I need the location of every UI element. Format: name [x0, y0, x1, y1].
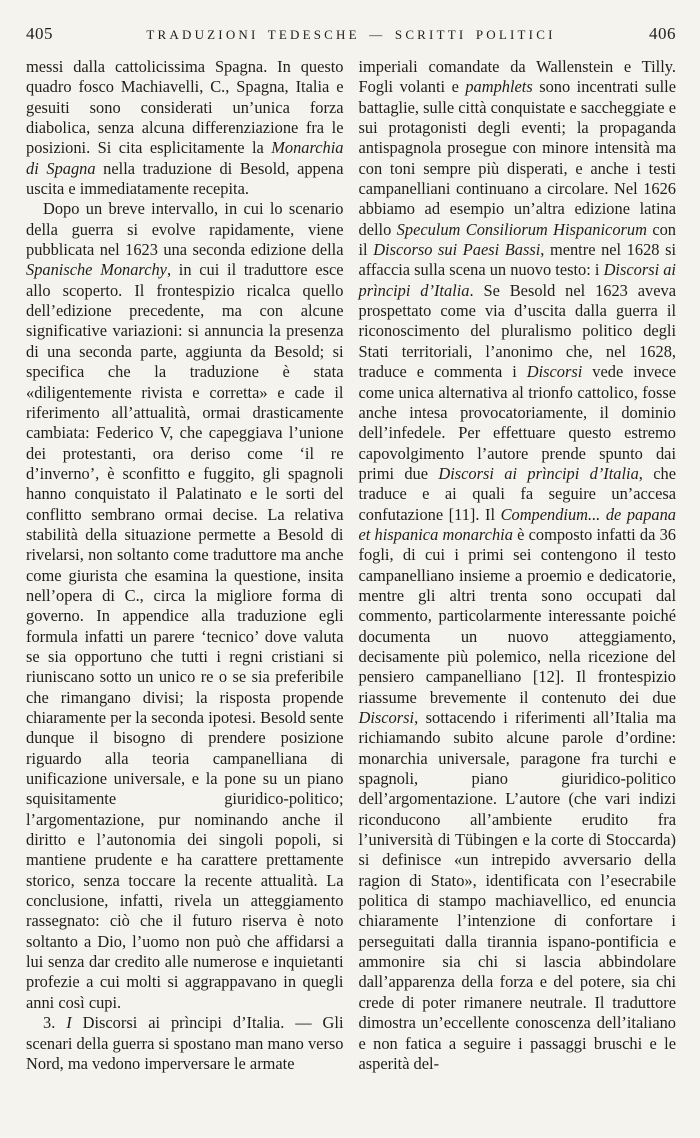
text-run: 3.: [43, 1013, 67, 1033]
text-run: Discorsi ai prìncipi d’Italia. — Gli scenari della guerra si spostano man mano verso Nord, ma vedono imperversare le armate: [26, 1013, 344, 1073]
text-run: sono incentrati sulle battaglie, sulle città conquistate e saccheggiate e sui protagonisti degli eventi; la propaganda antispagnola prosegue con minore intensità ma con toni sempre più disperati, e anche i testi campanelliani continuano a circolare. Nel 1626 abbiamo ad esempio un’altra edizione latina dello: [358, 77, 676, 239]
italic-text-run: Discorsi ai prìncipi d’Italia: [438, 463, 639, 483]
paragraph: [26, 57, 344, 199]
italic-text-run: Monarchia di Spagna: [26, 138, 344, 178]
text-run: con il: [358, 219, 676, 260]
page-number-right: 406: [649, 24, 676, 43]
paragraph: [26, 199, 344, 1013]
italic-text-run: pamphlets: [465, 77, 533, 97]
italic-text-run: Discorsi ai prìncipi d’Italia: [358, 260, 676, 300]
text-run: , in cui il traduttore esce allo scoperto. Il frontespizio ricalca quello dell’edizione precedente, ma con alcune significative variazioni: si annuncia la presenza di una seconda parte, aggiunta da Besold; si specifica che la traduzione è stata «diligentemente rivista e corretta» e cade il riferimento all’attualità, ormai drasticamente cambiata: Federico V, che capeggiava l’unione dei protestanti, ora deriso come ‘il re d’inverno’, è sconfitto e fuggito, gli spagnoli hanno conquistato il Palatinato e le sorti del conflitto sembrano ormai decise. La relativa stabilità della situazione permette a Besold di rivelarsi, non soltanto come traduttore ma anche come giurista che esamina la questione, insita nell’opera di C., circa la migliore forma di governo. In appendice alla traduzione egli formula infatti un parere ‘tecnico’ dove valuta se sia opportuno che tutti i regni cristiani si riuniscano sotto un unico re o se sia preferibile che rimangano divisi; la risposta propende chiaramente per la seconda ipotesi. Besold sente dunque il bisogno di prendere posizione riguardo alla teoria campanelliana di unificazione universale, e la pone su un piano squisitamente giuridico-politico; l’argomentazione, pur nominando anche il diritto e l’autonomia dei singoli popoli, si mantiene prudente e ha carattere prettamente storico, senza toccare la recente attualità. La conclusione, infatti, rivela un atteggiamento rassegnato: ciò che il futuro riserva è noto soltanto a Dio, l’uomo non può che affidarsi a lui senza dar credito alle numerose e inquietanti profezie a cui molti si aggrappavano in quegli anni così cupi.: [26, 260, 344, 1012]
italic-text-run: Discorsi: [526, 362, 583, 382]
text-run: , che traduce e ai quali fa seguire un’accesa confutazione [11]. Il: [358, 463, 676, 524]
italic-text-run: Spanische Monarchy: [26, 260, 167, 280]
italic-text-run: Compendium... de papana et hispanica monarchia: [358, 504, 677, 544]
page-number-left: 405: [26, 24, 53, 43]
text-run: messi dalla cattolicissima Spagna. In questo quadro fosco Machiavelli, C., Spagna, Italia e gesuiti sono considerati un’unica forza diabolica, senza alcuna differenziazione fra le posizioni. Si cita esplicitamente la: [26, 57, 344, 158]
italic-text-run: Speculum Consiliorum Hispanicorum: [396, 219, 647, 239]
text-run: è composto infatti da 36 fogli, di cui i primi sei contengono il testo campanelliano insieme a proemio e dedicatorie, mentre gli altri trenta sono occupati dal commento, particolarmente interessante poiché documenta un nuovo atteggiamento, decisamente più polemico, nella ricezione del pensiero campanelliano [12]. Il frontespizio riassume brevemente il contenuto dei due: [358, 524, 676, 707]
paragraph: [26, 1013, 344, 1074]
running-title: TRADUZIONI TEDESCHE — SCRITTI POLITICI: [146, 27, 556, 42]
right-column: [359, 57, 677, 1074]
text-run: imperiali comandate da Wallenstein e Tilly. Fogli volanti e: [358, 57, 676, 97]
text-run: . Se Besold nel 1623 aveva prospettato come via d’uscita dalla guerra il riconoscimento del pluralismo politico degli Stati territoriali, l’anonimo che, nel 1628, traduce e commenta i: [358, 280, 676, 382]
text-run: nella traduzione di Besold, appena uscita e immediatamente recepita.: [26, 158, 344, 199]
running-header: [26, 24, 676, 44]
text-columns: [26, 57, 676, 1074]
italic-text-run: I: [66, 1013, 72, 1033]
italic-text-run: Discorsi: [358, 708, 415, 727]
text-run: , sottacendo i riferimenti all’Italia ma richiamando subito alcune parole d’ordine: monarchia universale, paragone fra turchi e spagnoli, piano giuridico-politico dell’argomentazione. L’autore (che vari indizi riconducono all’ambiente erudito fra l’università di Tübingen e la corte di Stoccarda) si definisce «un intrepido avversario della ragion di Stato», identificata con l’esecrabile politica di stampo machiavellico, ed enuncia chiaramente l’intenzione di confortare i perseguitati dalla tirannia ispano-pontificia e ammonire sia chi si lascia abbindolare dall’apparenza della forza e del potere, sia chi crede di poter rimanere neutrale. Il traduttore dimostra un’eccellente conoscenza dell’italiano e non fatica a seguire i passaggi bruschi e le asperità del-: [358, 708, 676, 1073]
text-run: , mentre nel 1628 si affaccia sulla scena un nuovo testo: i: [358, 240, 676, 280]
paragraph: [359, 57, 677, 1074]
left-column: [26, 57, 344, 1074]
italic-text-run: Discorso sui Paesi Bassi: [373, 240, 541, 260]
text-run: vede invece come unica alternativa al trionfo cattolico, fosse anche intesa provocatoriamente, il dominio dell’infedele. Per effettuare questo estremo capovolgimento l’autore prende spunto dai primi due: [358, 362, 677, 483]
text-run: Dopo un breve intervallo, in cui lo scenario della guerra si evolve rapidamente, viene pubblicata nel 1623 una seconda edizione della: [26, 199, 344, 260]
